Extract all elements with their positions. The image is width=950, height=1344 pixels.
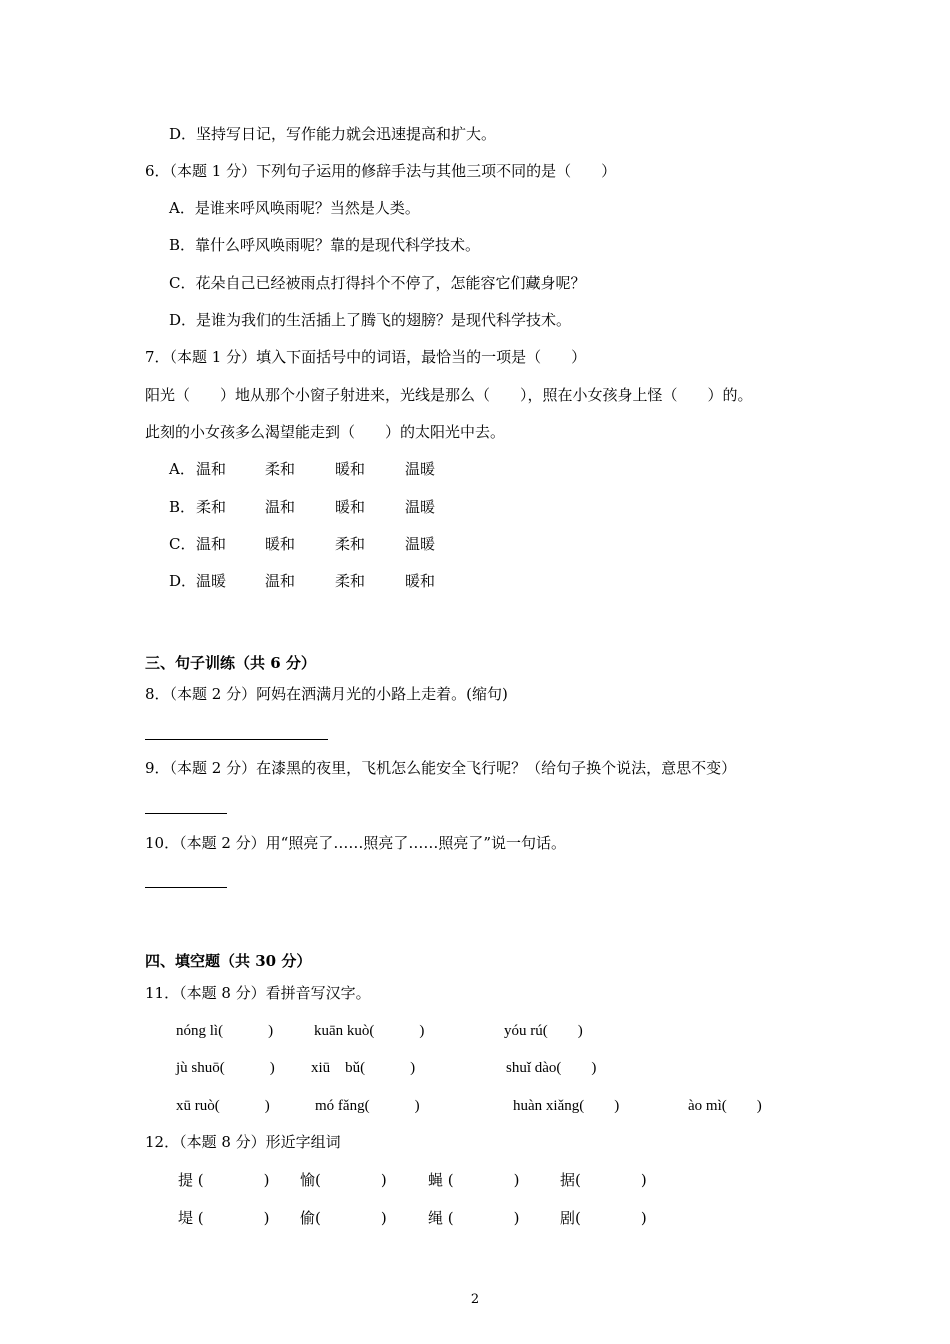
- q12-stem: 12．（本题 8 分）形近字组词: [145, 1133, 341, 1151]
- q7-passage-line2: 此刻的小女孩多么渴望能走到（ ）的太阳光中去。: [145, 423, 506, 441]
- pinyin-item: xiū bǔ( ): [311, 1060, 416, 1076]
- q10-stem: 10．（本题 2 分）用“照亮了……照亮了……照亮了”说一句话。: [145, 834, 567, 852]
- similar-char-item: 愉( ): [300, 1171, 387, 1189]
- q11-stem: 11．（本题 8 分）看拼音写汉字。: [145, 984, 371, 1002]
- q7-passage-line1: 阳光（ ）地从那个小窗子射进来，光线是那么（ ），照在小女孩身上怪（ ）的。: [145, 386, 753, 404]
- q10-answer-line[interactable]: [145, 887, 227, 888]
- option-word: 柔和: [335, 535, 366, 553]
- q6-option-d: D．是谁为我们的生活插上了腾飞的翅膀？是现代科学技术。: [169, 311, 572, 329]
- q9-stem: 9．（本题 2 分）在漆黑的夜里，飞机怎么能安全飞行呢？（给句子换个说法，意思不变）: [145, 759, 737, 777]
- pinyin-item: jù shuō( ): [176, 1060, 275, 1076]
- similar-char-item: 据( ): [560, 1171, 647, 1189]
- pinyin-item: kuān kuò( ): [314, 1023, 425, 1039]
- q8-answer-line[interactable]: [145, 739, 328, 740]
- option-word: 柔和: [196, 498, 227, 516]
- q7-stem: 7．（本题 1 分）填入下面括号中的词语，最恰当的一项是（ ）: [145, 348, 587, 366]
- pinyin-item: yóu rú( ): [504, 1023, 583, 1039]
- option-word: 温暖: [405, 535, 436, 553]
- option-word: 温暖: [405, 498, 436, 516]
- q5-option-d: D．坚持写日记，写作能力就会迅速提高和扩大。: [169, 125, 497, 143]
- q6-option-b: B．靠什么呼风唤雨呢？靠的是现代科学技术。: [169, 236, 481, 254]
- similar-char-item: 绳 ( ): [428, 1209, 520, 1227]
- section-3-title: 三、句子训练（共 6 分）: [145, 654, 316, 672]
- similar-char-item: 偷( ): [300, 1209, 387, 1227]
- option-label: D．: [169, 572, 197, 590]
- similar-char-item: 蝇 ( ): [428, 1171, 520, 1189]
- option-word: 温暖: [196, 572, 227, 590]
- pinyin-item: nóng lì( ): [176, 1023, 274, 1039]
- q8-stem: 8．（本题 2 分）阿妈在洒满月光的小路上走着。(缩句): [145, 685, 508, 703]
- page-number: 2: [470, 1292, 480, 1307]
- similar-char-item: 堤 ( ): [178, 1209, 270, 1227]
- q6-stem: 6．（本题 1 分）下列句子运用的修辞手法与其他三项不同的是（ ）: [145, 162, 617, 180]
- similar-char-item: 剧( ): [560, 1209, 647, 1227]
- option-word: 暖和: [335, 498, 366, 516]
- option-word: 柔和: [335, 572, 366, 590]
- pinyin-item: xū ruò( ): [176, 1098, 270, 1114]
- option-word: 柔和: [265, 460, 296, 478]
- option-label: C．: [169, 535, 196, 553]
- option-label: B．: [169, 498, 196, 516]
- q9-answer-line[interactable]: [145, 813, 227, 814]
- option-label: A．: [169, 460, 195, 478]
- option-word: 温和: [196, 460, 227, 478]
- similar-char-item: 提 ( ): [178, 1171, 270, 1189]
- option-word: 温和: [265, 498, 296, 516]
- option-word: 暖和: [335, 460, 366, 478]
- pinyin-item: huàn xiǎng( ): [513, 1098, 620, 1114]
- pinyin-item: ào mì( ): [688, 1098, 762, 1114]
- q6-option-a: A．是谁来呼风唤雨呢？当然是人类。: [169, 199, 420, 217]
- option-word: 暖和: [405, 572, 436, 590]
- section-4-title: 四、填空题（共 30 分）: [145, 952, 312, 970]
- option-word: 暖和: [265, 535, 296, 553]
- pinyin-item: shuǐ dào( ): [506, 1060, 597, 1076]
- option-word: 温暖: [405, 460, 436, 478]
- option-word: 温和: [196, 535, 227, 553]
- pinyin-item: mó fǎng( ): [315, 1098, 420, 1114]
- option-word: 温和: [265, 572, 296, 590]
- q6-option-c: C．花朵自己已经被雨点打得抖个不停了，怎能容它们藏身呢？: [169, 274, 586, 292]
